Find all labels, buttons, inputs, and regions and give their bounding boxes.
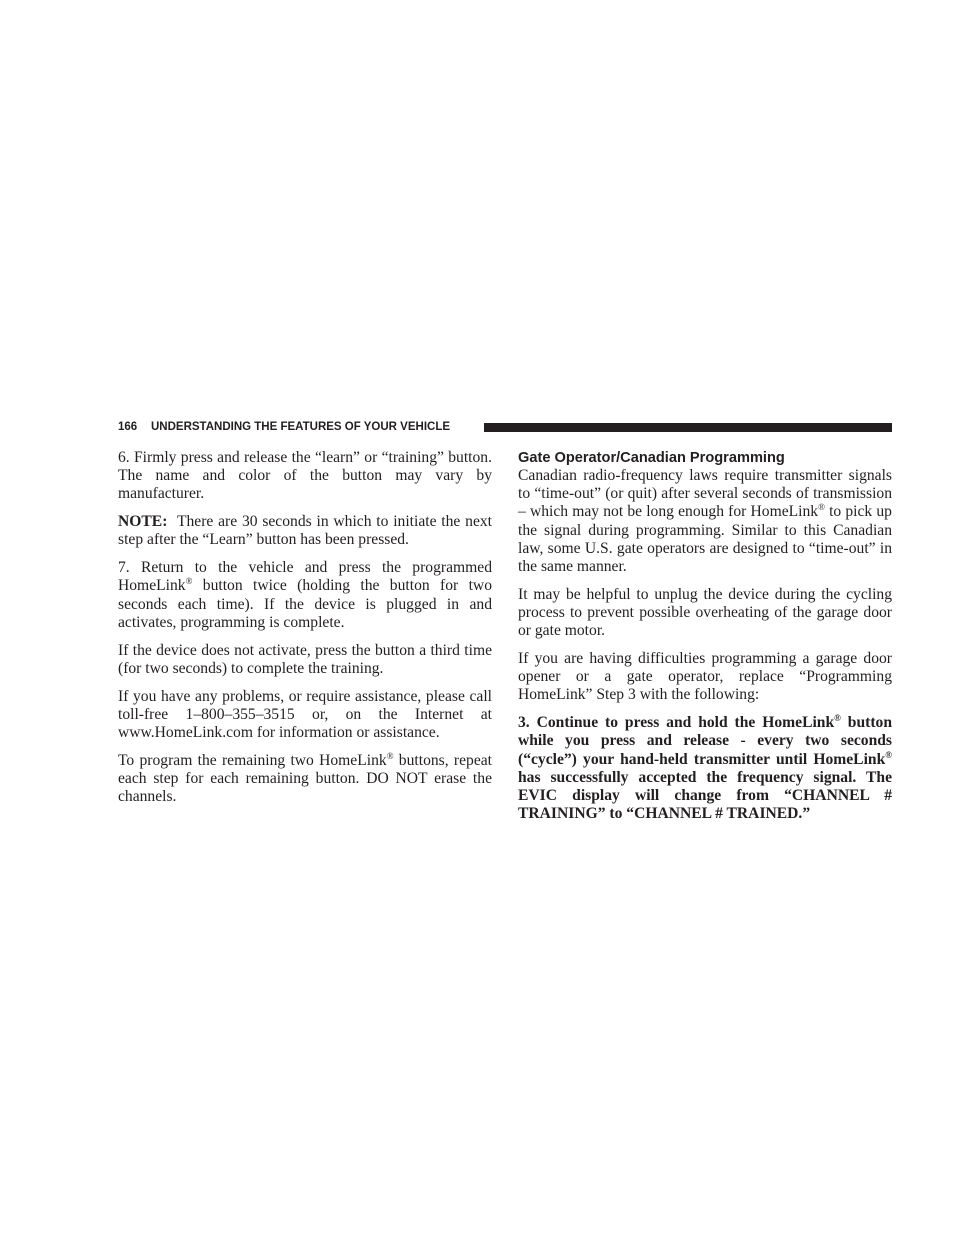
- note-label: NOTE:: [118, 513, 168, 531]
- left-column: [118, 449, 492, 816]
- step-3-text-c: has successfully accepted the frequency signal. The EVIC display will change from “CHANNEL # TRAINING” to “CHANNEL # TRAINED.”: [518, 768, 892, 823]
- note-text: There are 30 seconds in which to initiate the next step after the “Learn” button has been pressed.: [118, 513, 492, 549]
- section-heading: Gate Operator/Canadian Programming: [518, 450, 785, 466]
- remaining-text-b: buttons, repeat each step for each remaining button. DO NOT erase the channels.: [118, 751, 492, 806]
- step-6-paragraph: 6. Firmly press and release the “learn” or “training” button. The name and color of the button may vary by manufacturer.: [118, 449, 492, 503]
- registered-mark: ®: [185, 576, 193, 587]
- step-3-text-a: 3. Continue to press and hold the HomeLink: [518, 714, 835, 732]
- registered-mark: ®: [818, 502, 825, 513]
- not-activate-paragraph: If the device does not activate, press the button a third time (for two seconds) to complete the training.: [118, 641, 492, 677]
- right-column: [518, 449, 892, 833]
- step-3-text-b: button while you press and release - every two seconds (“cycle”) your hand-held transmitter until HomeLink: [518, 714, 893, 768]
- unplug-paragraph: It may be helpful to unplug the device during the cycling process to prevent possible overheating of the garage door or gate motor.: [518, 585, 892, 640]
- section-title: UNDERSTANDING THE FEATURES OF YOUR VEHICLE: [151, 421, 451, 433]
- canadian-paragraph: [518, 467, 892, 576]
- canadian-text-a: Canadian radio-frequency laws require transmitter signals to “time-out” (or quit) after several seconds of transmission – which may not be long enough for HomeLink: [518, 467, 892, 521]
- registered-mark: ®: [386, 750, 394, 761]
- step-3-paragraph: [518, 714, 892, 823]
- problems-paragraph: If you have any problems, or require assistance, please call toll-free 1–800–355–3515 or, on the Internet at www.HomeLink.com for information or assistance.: [118, 687, 492, 742]
- note-paragraph: [118, 513, 492, 549]
- remaining-buttons-paragraph: [118, 752, 492, 807]
- difficulties-paragraph: If you are having difficulties programming a garage door opener or a gate operator, replace “Programming HomeLink” Step 3 with the following:: [518, 650, 892, 704]
- step-7-text-a: 7. Return to the vehicle and press the programmed HomeLink: [118, 559, 492, 595]
- remaining-text-a: To program the remaining two HomeLink: [118, 751, 387, 769]
- canadian-text-b: to pick up the signal during programming. Similar to this Canadian law, some U.S. gate operators are designed to “time-out” in the same manner.: [518, 503, 892, 576]
- header-rule: [484, 423, 892, 432]
- step-7-text-b: button twice (holding the button for two seconds each time). If the device is plugged in and activates, programming is complete.: [118, 577, 492, 631]
- registered-mark: ®: [834, 713, 841, 724]
- page-header: [118, 419, 892, 435]
- registered-mark: ®: [885, 749, 892, 760]
- step-7-paragraph: [118, 559, 492, 632]
- page-number: 166: [118, 421, 138, 433]
